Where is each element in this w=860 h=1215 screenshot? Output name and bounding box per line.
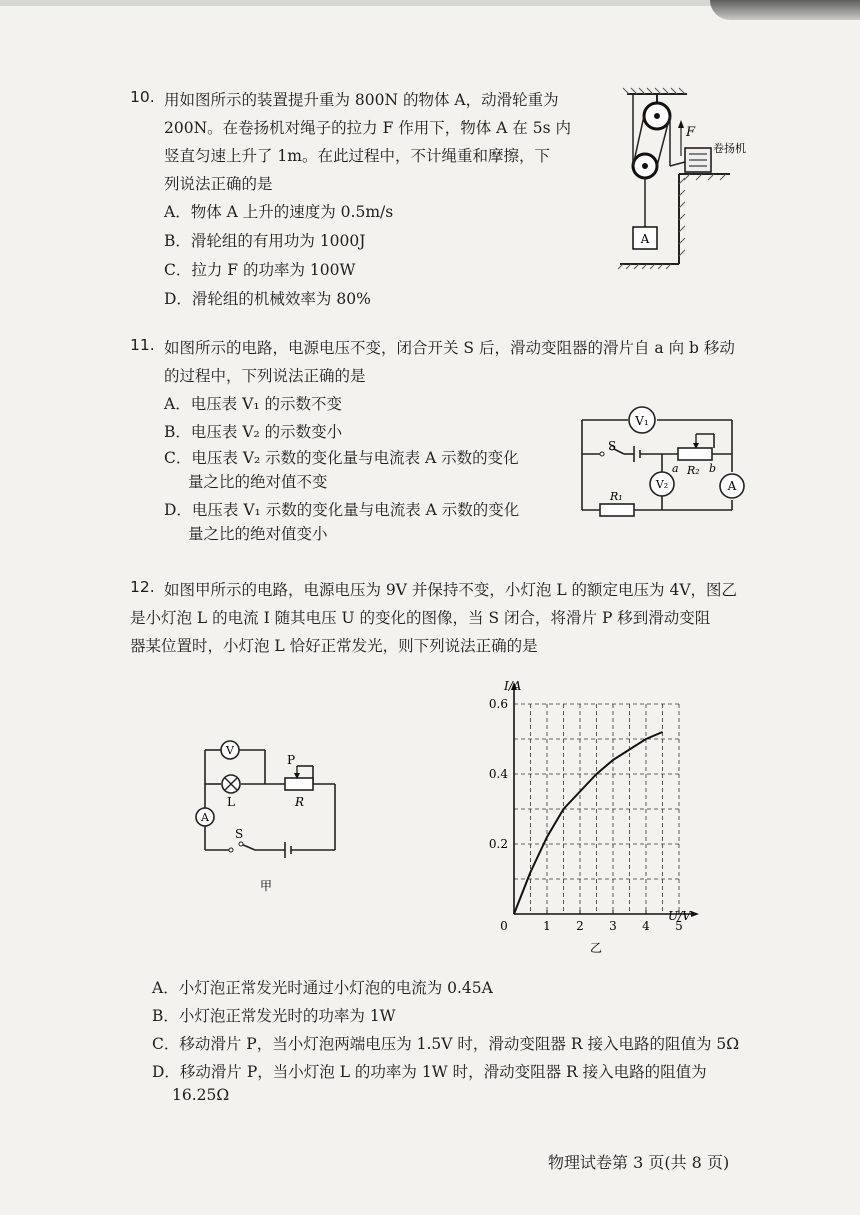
q11-stem-line-2: 的过程中，下列说法正确的是 <box>164 367 366 385</box>
q10-stem-line-3: 竖直匀速上升了 1m。在此过程中，不计绳重和摩擦，下 <box>164 147 550 165</box>
chart-ticks <box>489 697 683 933</box>
x-axis-label: U/V <box>668 909 691 923</box>
voltmeter-label: V <box>226 744 234 757</box>
force-label: F <box>686 125 696 140</box>
q10-number: 10. <box>130 88 155 106</box>
q10-stem-line-4: 列说法正确的是 <box>164 175 273 193</box>
x-tick-label: 1 <box>543 919 551 933</box>
q10-option-a: A．物体 A 上升的速度为 0.5m/s <box>164 203 394 221</box>
q11-option-c-line-2: 量之比的绝对值不变 <box>188 473 328 491</box>
q10-stem-line-1: 用如图所示的装置提升重为 800N 的物体 A，动滑轮重为 <box>164 91 559 109</box>
scan-shadow <box>710 0 860 20</box>
ammeter-label-q11: A <box>727 479 737 493</box>
b-label: b <box>709 462 717 475</box>
x-tick-label: 4 <box>642 919 650 933</box>
q12-option-d-line-2: 16.25Ω <box>172 1086 230 1104</box>
q12-option-a: A．小灯泡正常发光时通过小灯泡的电流为 0.45A <box>152 979 493 997</box>
q10-option-d: D．滑轮组的机械效率为 80% <box>164 290 371 308</box>
circuit-figure-q12 <box>185 738 345 898</box>
q11-stem-line-1: 如图所示的电路，电源电压不变，闭合开关 S 后，滑动变阻器的滑片自 a 向 b 移动 <box>164 339 735 357</box>
r2-label: R₂ <box>687 464 700 477</box>
chart-series <box>514 732 663 914</box>
slider-label: P <box>287 753 296 767</box>
q10-stem-line-2: 200N。在卷扬机对绳子的拉力 F 作用下，物体 A 在 5s 内 <box>164 119 571 137</box>
y-tick-label: 0.2 <box>488 837 508 851</box>
x-tick-label: 2 <box>576 919 584 933</box>
page-footer: 物理试卷第 3 页(共 8 页) <box>548 1153 730 1172</box>
ammeter-label-q12: A <box>201 811 209 824</box>
x-tick-label: 3 <box>609 919 617 933</box>
y-tick-label: 0.4 <box>488 767 508 781</box>
lamp-label: L <box>227 795 235 809</box>
q10-option-b: B．滑轮组的有用功为 1000J <box>164 232 366 250</box>
q12-stem-line-2: 是小灯泡 L 的电流 I 随其电压 U 的变化的图像，当 S 闭合，将滑片 P 移到滑动变阻 <box>130 609 711 627</box>
current-voltage-chart <box>478 668 708 958</box>
q12-option-d-line-1: D．移动滑片 P，当小灯泡 L 的功率为 1W 时，滑动变阻器 R 接入电路的阻值为 <box>152 1063 707 1081</box>
block-label: A <box>640 232 650 246</box>
q12-stem-line-1: 如图甲所示的电路，电源电压为 9V 并保持不变，小灯泡 L 的额定电压为 4V，图乙 <box>164 581 738 599</box>
v2-label: V₂ <box>655 478 669 491</box>
circuit-figure-q11 <box>572 392 767 522</box>
x-tick-label: 5 <box>675 919 683 933</box>
q11-option-c-line-1: C．电压表 V₂ 示数的变化量与电流表 A 示数的变化 <box>164 449 519 467</box>
q12-option-b: B．小灯泡正常发光时的功率为 1W <box>152 1007 396 1025</box>
circuit-caption: 甲 <box>260 879 273 893</box>
q12-option-c: C．移动滑片 P，当小灯泡两端电压为 1.5V 时，滑动变阻器 R 接入电路的阻值为 5Ω <box>152 1035 740 1053</box>
y-axis-label: I/A <box>504 679 522 693</box>
q11-option-b: B．电压表 V₂ 的示数变小 <box>164 423 343 441</box>
v1-label: V₁ <box>635 414 649 428</box>
y-tick-label: 0.6 <box>488 697 508 711</box>
q12-stem-line-3: 器某位置时，小灯泡 L 恰好正常发光，则下列说法正确的是 <box>130 637 538 655</box>
q11-option-d-line-2: 量之比的绝对值变小 <box>188 525 328 543</box>
chart-axes <box>511 682 699 917</box>
q11-number: 11. <box>130 336 155 354</box>
iu-curve <box>514 732 663 914</box>
x-tick-label: 0 <box>500 919 508 933</box>
switch-label-q12: S <box>235 827 244 841</box>
pulley-figure <box>615 84 780 274</box>
a-label: a <box>672 462 679 475</box>
chart-caption: 乙 <box>590 941 603 955</box>
rheostat-label: R <box>295 795 305 809</box>
x-axis-arrow <box>691 911 699 917</box>
q10-option-c: C．拉力 F 的功率为 100W <box>164 261 356 279</box>
q12-number: 12. <box>130 578 155 596</box>
q11-option-a: A．电压表 V₁ 的示数不变 <box>164 395 342 413</box>
machine-label: 卷扬机 <box>713 142 746 155</box>
q11-option-d-line-1: D．电压表 V₁ 示数的变化量与电流表 A 示数的变化 <box>164 501 520 519</box>
r1-label: R₁ <box>610 490 623 503</box>
switch-label-q11: S <box>608 439 617 453</box>
